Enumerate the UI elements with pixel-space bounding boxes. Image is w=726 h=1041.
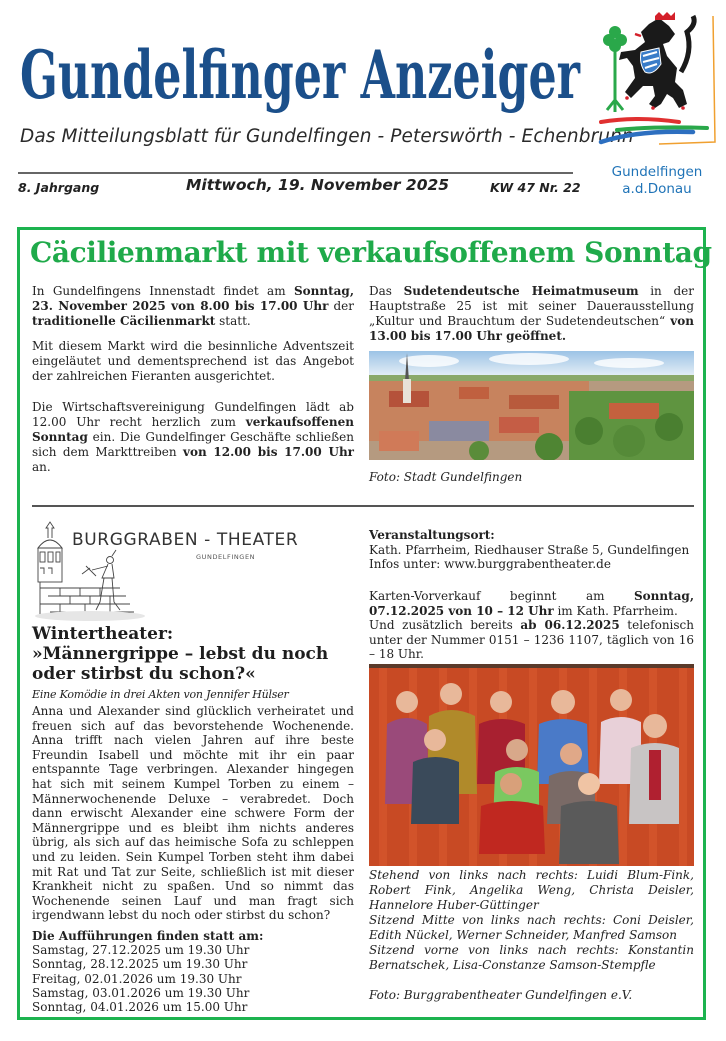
text-run: in der Hauptstraße 25 ist mit seiner Dauerausstellung „Kultur und Brauchtum der Sudetendeutschen“ xyxy=(369,284,694,328)
text-run: Und zusätzlich bereits xyxy=(369,618,521,632)
town-crest-logo xyxy=(597,12,719,162)
ticket-presale xyxy=(369,589,694,618)
group-photo-credit: Foto: Burggrabentheater Gundelfingen e.V. xyxy=(369,988,633,1002)
text-run: telefonisch unter der Nummer 0151 – 1236 1107, täglich von 16 – 18 Uhr. xyxy=(369,618,694,661)
header-divider xyxy=(18,172,573,174)
performance-date: Sonntag, 04.01.2026 um 15.00 Uhr xyxy=(32,1000,248,1015)
emphasized-text: Sonntag, 07.12.2025 von 10 – 12 Uhr xyxy=(369,589,694,618)
theater-article-subtitle: Eine Komödie in drei Akten von Jennifer Hülser xyxy=(32,688,289,701)
theater-article-body: Anna und Alexander sind glücklich verheiratet und freuen sich auf das bevorstehende Wochenende. Anna trifft nach vielen Jahren auf ihre beste Freundin Isabell und möchte mit ihr ein paar entspannte Tage verbringen. Alexander hingegen hat sich mit seinem Kumpel Torben zu einem – Männerwochenende Deluxe – verabredet. Doch dann erwischt Alexander eine schwere Form der Männergrippe und es bleibt ihm nichts anderes übrig, als sich auf das heimische Sofa zu schleppen und zu leiden. Sein Kumpel Torben steht ihm dabei mit Rat und Tat zur Seite, schließlich ist mit dieser Krankheit nicht zu spaßen. Und so nimmt das Wochenende seinen Lauf und man fragt sich irgendwann lebst du noch oder stirbst du schon? xyxy=(32,704,354,923)
text-run: Die Wirtschaftsvereinigung Gundelfingen lädt ab 12.00 Uhr recht herzlich zum xyxy=(32,400,354,429)
performance-date: Sonntag, 28.12.2025 um 19.30 Uhr xyxy=(32,957,248,972)
performance-dates xyxy=(32,929,263,1014)
emphasized-text: verkaufsoffenen Sonntag xyxy=(32,415,354,444)
theater-group-photo xyxy=(369,664,694,866)
issue-number: KW 47 Nr. 22 xyxy=(490,180,581,195)
town-photo-caption: Foto: Stadt Gundelfingen xyxy=(369,470,523,484)
theater-title-line-2: »Männergrippe – lebst du noch oder stirbst du schon?« xyxy=(32,644,329,684)
emphasized-text: traditionelle Cäcilienmarkt xyxy=(32,314,216,328)
text-run: ein. Die Gundelfinger Geschäfte schließen sich dem Markttreiben xyxy=(32,430,354,459)
article1-paragraph-2: Mit diesem Markt wird die besinnliche Adventszeit eingeläutet und dementsprechend ist das Angebot der zahlreichen Fieranten ausgerichtet. xyxy=(32,339,354,383)
town-name-line1: Gundelfingen xyxy=(611,164,703,180)
issue-date: Mittwoch, 19. November 2025 xyxy=(186,176,450,194)
text-run: im Kath. Pfarrheim. xyxy=(553,603,678,618)
theater-article-title xyxy=(32,624,352,684)
text-run: der xyxy=(328,299,354,313)
performance-dates-heading: Die Aufführungen finden statt am: xyxy=(32,929,264,943)
ticket-info xyxy=(369,589,694,662)
text-run: Das xyxy=(369,284,404,298)
text-run: an. xyxy=(32,460,51,474)
museum-paragraph xyxy=(369,284,694,344)
emphasized-text: von 13.00 bis 17.00 Uhr geöffnet. xyxy=(369,314,694,343)
caption-seated-front: Sitzend vorne von links nach rechts: Konstantin Bernatschek, Lisa-Constanze Samson-Stempfle xyxy=(369,943,694,972)
emphasized-text: Sudetendeutsche Heimatmuseum xyxy=(403,284,639,298)
text-run: statt. xyxy=(215,314,251,328)
newspaper-title-text: Gundelfinger Anzeiger xyxy=(20,36,581,114)
performance-date: Samstag, 27.12.2025 um 19.30 Uhr xyxy=(32,943,250,958)
caption-seated-middle: Sitzend Mitte von links nach rechts: Coni Deisler, Edith Nückel, Werner Schneider, Manfred Samson xyxy=(369,913,694,942)
group-photo-caption xyxy=(369,868,694,1003)
article-headline: Cäcilienmarkt mit verkaufsoffenem Sonntag xyxy=(30,236,712,269)
caption-standing: Stehend von links nach rechts: Luidi Blum-Fink, Robert Fink, Angelika Weng, Christa Deisler, Hannelore Huber-Güttinger xyxy=(369,868,694,912)
venue-heading: Veranstaltungsort: xyxy=(369,528,495,542)
text-run: In Gundelfingens Innenstadt findet am xyxy=(32,284,294,298)
venue-address: Kath. Pfarrheim, Riedhauser Straße 5, Gundelfingen xyxy=(369,542,690,557)
emphasized-text: von 12.00 bis 17.00 Uhr xyxy=(183,445,354,459)
performance-date: Samstag, 03.01.2026 um 19.30 Uhr xyxy=(32,985,250,1000)
text-run: Karten-Vorverkauf beginnt am xyxy=(369,589,634,603)
theater-logo-name: BURGGRABEN - THEATER xyxy=(72,530,299,550)
town-aerial-photo xyxy=(369,351,694,460)
town-name xyxy=(600,164,714,198)
emphasized-text: ab 06.12.2025 xyxy=(520,618,620,632)
article1-paragraph-3 xyxy=(32,400,354,475)
venue-info-link[interactable]: Infos unter: www.burggrabentheater.de xyxy=(369,557,611,571)
performance-date: Freitag, 02.01.2026 um 19.30 Uhr xyxy=(32,971,242,986)
town-name-line2: a.d.Donau xyxy=(622,181,692,197)
ticket-phone xyxy=(369,618,694,662)
article1-paragraph-1 xyxy=(32,284,354,329)
volume-label: 8. Jahrgang xyxy=(18,180,100,195)
newspaper-subtitle: Das Mitteilungsblatt für Gundelfingen - Peterswörth - Echenbrunn xyxy=(20,126,634,147)
section-divider xyxy=(32,505,694,507)
emphasized-text: Sonntag, 23. November 2025 von 8.00 bis 17.00 Uhr xyxy=(32,284,354,313)
theater-title-line-1: Wintertheater: xyxy=(32,624,174,644)
newspaper-title xyxy=(18,24,588,114)
theater-logo-town: GUNDELFINGEN xyxy=(196,553,256,561)
venue-block xyxy=(369,528,694,572)
